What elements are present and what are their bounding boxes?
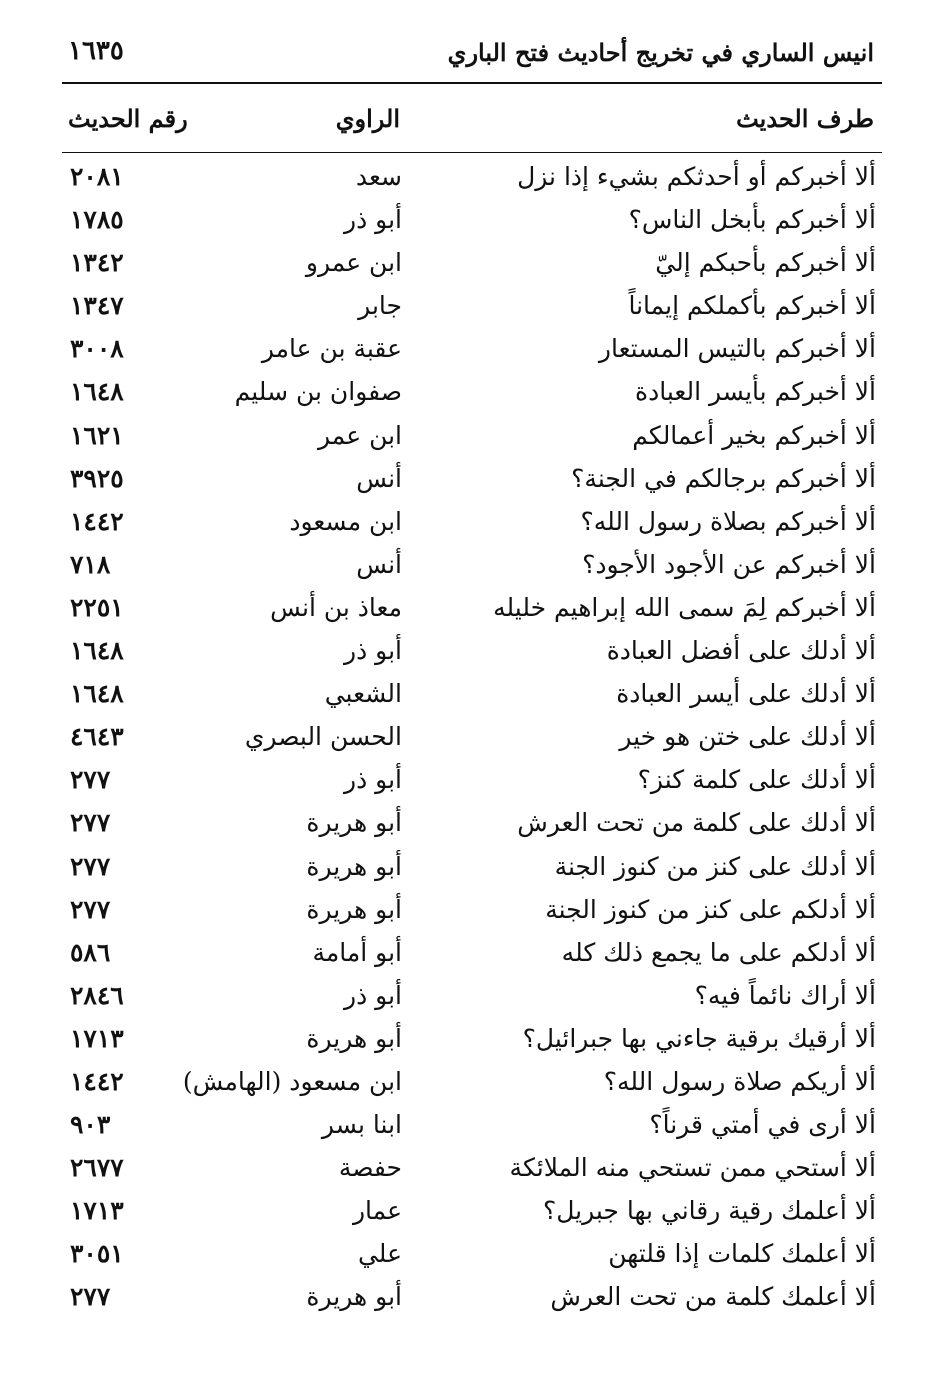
narrator-name: ابن عمر: [317, 420, 402, 450]
table-row: [0, 1149, 942, 1192]
hadith-text: ألا أدلك على أيسر العبادة: [616, 679, 876, 709]
hadith-text: ألا أخبركم بأحبكم إليّ: [655, 248, 876, 278]
narrator-name: عمار: [352, 1196, 402, 1226]
hadith-text: ألا أدلك على كلمة كنز؟: [637, 765, 876, 795]
table-row: [0, 1192, 942, 1235]
hadith-number: ٥٨٦: [70, 937, 111, 967]
hadith-text: ألا أرقيك برقية جاءني بها جبرائيل؟: [522, 1023, 876, 1053]
table-row: [0, 287, 942, 330]
hadith-text: ألا أدلكم على كنز من كنوز الجنة: [545, 894, 876, 924]
hadith-number: ١٦٤٨: [70, 679, 124, 709]
column-header-narrator: الراوي: [335, 104, 400, 133]
table-row: [0, 1063, 942, 1106]
hadith-number: ١٣٤٢: [70, 248, 124, 278]
hadith-number: ٢٧٧: [70, 851, 111, 881]
narrator-name: أبو ذر: [344, 765, 402, 795]
hadith-text: ألا أخبركم برجالكم في الجنة؟: [571, 463, 876, 493]
hadith-number: ١٧١٣: [70, 1023, 124, 1053]
page-number: ١٦٣٥: [68, 36, 124, 66]
hadith-text: ألا أريكم صلاة رسول الله؟: [603, 1066, 876, 1096]
table-row: [0, 330, 942, 373]
narrator-name: أبو هريرة: [306, 808, 402, 838]
hadith-text: ألا أدلكم على ما يجمع ذلك كله: [561, 937, 876, 967]
hadith-number: ٣٩٢٥: [70, 463, 124, 493]
narrator-name: ابن مسعود: [289, 506, 402, 536]
narrator-name: عقبة بن عامر: [261, 334, 402, 364]
hadith-text: ألا أعلمك كلمة من تحت العرش: [550, 1282, 876, 1312]
narrator-name: أنس: [356, 463, 402, 493]
column-header-hadith: طرف الحديث: [736, 104, 874, 133]
narrator-name: أبو هريرة: [306, 1023, 402, 1053]
narrator-name: صفوان بن سليم: [234, 377, 402, 407]
table-row: [0, 718, 942, 761]
table-row: [0, 632, 942, 675]
index-table: [0, 158, 942, 1322]
hadith-number: ٧١٨: [70, 549, 111, 579]
narrator-name: أبو هريرة: [306, 894, 402, 924]
table-row: [0, 1278, 942, 1321]
narrator-name: ابن عمرو: [305, 248, 402, 278]
hadith-text: ألا أرى في أمتي قرناً؟: [649, 1110, 876, 1140]
hadith-text: ألا أخبركم بأكملكم إيماناً: [628, 291, 876, 321]
hadith-number: ٢٧٧: [70, 808, 111, 838]
narrator-name: أنس: [356, 549, 402, 579]
table-row: [0, 158, 942, 201]
hadith-number: ٢٠٨١: [70, 162, 124, 191]
header-rule: [62, 82, 882, 84]
hadith-text: ألا أخبركم أو أحدثكم بشيء إذا نزل: [517, 162, 876, 191]
hadith-number: ٢٧٧: [70, 894, 111, 924]
hadith-number: ١٧٨٥: [70, 205, 124, 235]
column-header-rule: [62, 152, 882, 153]
hadith-number: ١٦٤٨: [70, 377, 124, 407]
hadith-number: ٤٦٤٣: [70, 722, 124, 752]
narrator-name: سعد: [355, 162, 402, 191]
running-header-title: انيس الساري في تخريج أحاديث فتح الباري: [447, 38, 874, 67]
narrator-name: أبو أمامة: [312, 937, 402, 967]
table-row: [0, 1106, 942, 1149]
hadith-text: ألا أعلمك كلمات إذا قلتهن: [608, 1239, 876, 1269]
table-row: [0, 373, 942, 416]
hadith-text: ألا أخبركم بخير أعمالكم: [632, 420, 876, 450]
narrator-name: علي: [357, 1239, 402, 1269]
narrator-name: أبو هريرة: [306, 1282, 402, 1312]
narrator-name: الشعبي: [324, 679, 402, 709]
hadith-number: ٢٧٧: [70, 765, 111, 795]
hadith-text: ألا أخبركم بأيسر العبادة: [635, 377, 876, 407]
table-row: [0, 761, 942, 804]
table-row: [0, 1020, 942, 1063]
hadith-text: ألا أخبركم عن الأجود الأجود؟: [582, 549, 876, 579]
table-row: [0, 848, 942, 891]
table-row: [0, 589, 942, 632]
column-header-number: رقم الحديث: [68, 104, 188, 133]
hadith-text: ألا أستحي ممن تستحي منه الملائكة: [509, 1153, 876, 1183]
hadith-text: ألا أخبركم بصلاة رسول الله؟: [580, 506, 876, 536]
narrator-name: أبو ذر: [344, 980, 402, 1010]
hadith-text: ألا أخبركم بالتيس المستعار: [598, 334, 876, 364]
hadith-number: ١٤٤٢: [70, 1066, 124, 1096]
hadith-number: ٣٠٥١: [70, 1239, 124, 1269]
table-row: [0, 891, 942, 934]
narrator-name: أبو هريرة: [306, 851, 402, 881]
table-row: [0, 1235, 942, 1278]
narrator-name: أبو ذر: [344, 636, 402, 666]
table-row: [0, 977, 942, 1020]
narrator-name: حفصة: [338, 1153, 402, 1183]
table-row: [0, 417, 942, 460]
narrator-name: معاذ بن أنس: [270, 592, 402, 622]
hadith-number: ١٧١٣: [70, 1196, 124, 1226]
table-row: [0, 675, 942, 718]
hadith-number: ٣٠٠٨: [70, 334, 124, 364]
hadith-text: ألا أدلك على أفضل العبادة: [606, 636, 876, 666]
hadith-number: ٢٢٥١: [70, 592, 124, 622]
hadith-number: ٢٦٧٧: [70, 1153, 124, 1183]
hadith-number: ١٣٤٧: [70, 291, 124, 321]
table-row: [0, 934, 942, 977]
table-row: [0, 201, 942, 244]
table-row: [0, 804, 942, 847]
table-row: [0, 244, 942, 287]
hadith-text: ألا أخبركم بأبخل الناس؟: [628, 205, 876, 235]
hadith-text: ألا أدلك على كلمة من تحت العرش: [517, 808, 876, 838]
hadith-text: ألا أعلمك رقية رقاني بها جبريل؟: [542, 1196, 876, 1226]
table-row: [0, 460, 942, 503]
narrator-name: ابن مسعود (الهامش): [182, 1066, 402, 1096]
hadith-text: ألا أدلك على ختن هو خير: [619, 722, 876, 752]
narrator-name: الحسن البصري: [244, 722, 402, 752]
table-row: [0, 546, 942, 589]
hadith-text: ألا أخبركم لِمَ سمى الله إبراهيم خليله: [493, 592, 876, 622]
hadith-number: ٩٠٣: [70, 1110, 111, 1140]
hadith-number: ٢٧٧: [70, 1282, 111, 1312]
hadith-number: ١٦٤٨: [70, 636, 124, 666]
narrator-name: أبو ذر: [344, 205, 402, 235]
hadith-number: ٢٨٤٦: [70, 980, 124, 1010]
hadith-number: ١٦٢١: [70, 420, 124, 450]
hadith-text: ألا أدلك على كنز من كنوز الجنة: [554, 851, 876, 881]
narrator-name: ابنا بسر: [321, 1110, 402, 1140]
hadith-text: ألا أراك نائماً فيه؟: [694, 980, 876, 1010]
table-row: [0, 503, 942, 546]
narrator-name: جابر: [358, 291, 402, 321]
hadith-number: ١٤٤٢: [70, 506, 124, 536]
